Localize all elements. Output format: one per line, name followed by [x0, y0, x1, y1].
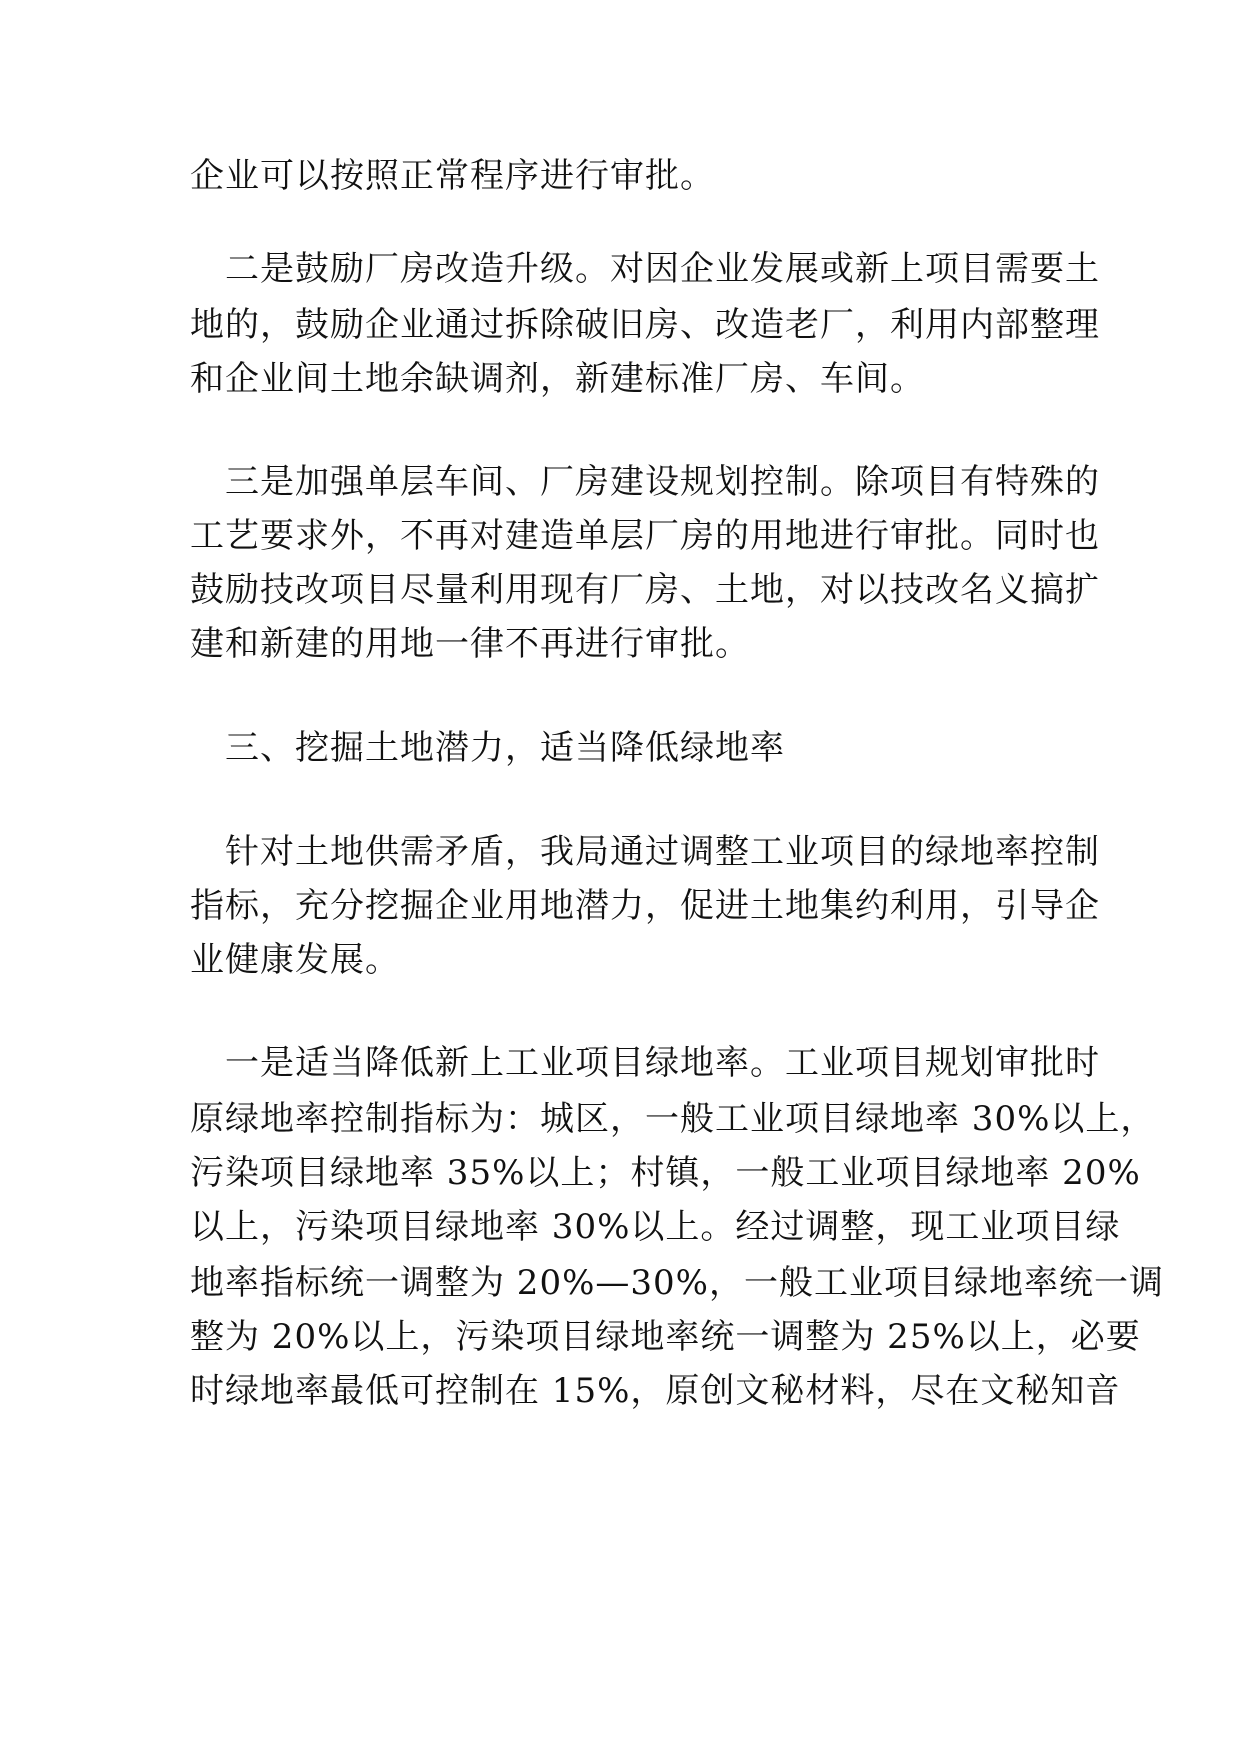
paragraph-line: 指标，充分挖掘企业用地潜力，促进土地集约利用，引导企 — [190, 886, 1100, 926]
paragraph-line: 针对土地供需矛盾，我局通过调整工业项目的绿地率控制 — [225, 832, 1100, 872]
paragraph-line: 鼓励技改项目尽量利用现有厂房、土地，对以技改名义搞扩 — [190, 570, 1100, 610]
paragraph-line: 工艺要求外，不再对建造单层厂房的用地进行审批。同时也 — [190, 516, 1100, 556]
paragraph-line: 污染项目绿地率 35%以上；村镇，一般工业项目绿地率 20% — [190, 1153, 1141, 1193]
paragraph-line: 地率指标统一调整为 20%—30%，一般工业项目绿地率统一调 — [190, 1263, 1164, 1303]
paragraph-line: 企业可以按照正常程序进行审批。 — [190, 156, 715, 196]
paragraph-line: 原绿地率控制指标为：城区，一般工业项目绿地率 30%以上， — [190, 1099, 1156, 1139]
paragraph-line: 建和新建的用地一律不再进行审批。 — [190, 624, 750, 664]
paragraph-line: 地的，鼓励企业通过拆除破旧房、改造老厂，利用内部整理 — [190, 305, 1100, 345]
paragraph-line: 以上，污染项目绿地率 30%以上。经过调整，现工业项目绿 — [190, 1207, 1121, 1247]
paragraph-line: 二是鼓励厂房改造升级。对因企业发展或新上项目需要土 — [225, 249, 1100, 289]
paragraph-line: 三是加强单层车间、厂房建设规划控制。除项目有特殊的 — [225, 462, 1100, 502]
section-heading: 三、挖掘土地潜力，适当降低绿地率 — [225, 728, 785, 768]
paragraph-line: 时绿地率最低可控制在 15%，原创文秘材料，尽在文秘知音 — [190, 1371, 1121, 1411]
paragraph-line: 整为 20%以上，污染项目绿地率统一调整为 25%以上，必要 — [190, 1317, 1141, 1357]
paragraph-line: 一是适当降低新上工业项目绿地率。工业项目规划审批时 — [225, 1043, 1100, 1083]
paragraph-line: 业健康发展。 — [190, 940, 400, 980]
paragraph-line: 和企业间土地余缺调剂，新建标准厂房、车间。 — [190, 359, 925, 399]
